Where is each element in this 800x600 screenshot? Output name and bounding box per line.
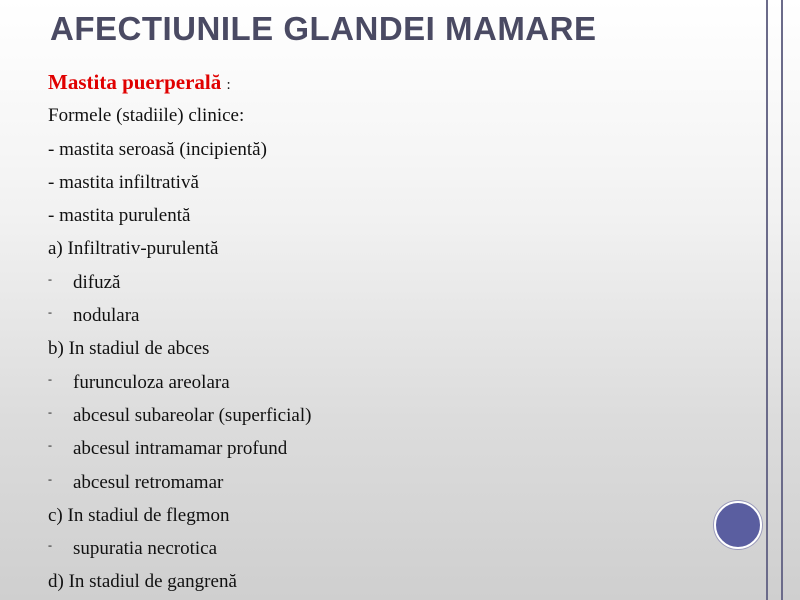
decorative-circle-icon [714,501,762,549]
bullet-marker: - [48,438,52,453]
list-item [48,133,748,166]
list-item-text: Formele (stadiile) clinice: [48,105,245,127]
bullet-item [48,299,748,332]
bullet-marker: - [48,538,52,553]
bullet-item [48,466,748,499]
bullet-item [48,399,748,432]
list-item [48,332,748,365]
right-border-line [766,0,768,600]
bullet-marker: - [48,404,52,419]
list-item-text: - mastita infiltrativă [48,171,199,193]
bullet-marker: - [48,471,52,486]
subtitle-line [48,66,748,99]
list-item-text: - mastita purulentă [48,205,191,227]
bullet-item [48,266,748,299]
bullet-item-text: abcesul intramamar profund [73,438,288,460]
list-item-text: - mastita seroasă (incipientă) [48,138,267,160]
list-item [48,99,748,132]
subtitle: Mastita puerperală [48,70,222,94]
bullet-item-text: difuză [73,271,121,293]
bullet-item [48,532,748,565]
list-item [48,232,748,265]
list-item [48,499,748,532]
bullet-marker: - [48,271,52,286]
list-item-text: d) In stadiul de gangrenă [48,571,237,593]
bullet-item-text: supuratia necrotica [73,538,218,560]
list-item [48,199,748,232]
list-item-text: a) Infiltrativ-purulentă [48,238,219,260]
list-item-text: b) In stadiul de abces [48,338,210,360]
bullet-item-text: abcesul subareolar (superficial) [73,404,312,426]
subtitle-colon: : [226,77,231,93]
bullet-item-text: nodulara [73,305,140,327]
slide-title: AFECTIUNILE GLANDEI MAMARE [50,10,597,47]
bullet-item [48,366,748,399]
list-item-text: c) In stadiul de flegmon [48,504,230,526]
list-item [48,166,748,199]
bullet-marker: - [48,371,52,386]
bullet-marker: - [48,305,52,320]
bullet-item-text: abcesul retromamar [73,471,224,493]
slide-content [48,66,748,599]
list-item [48,565,748,598]
bullet-item [48,432,748,465]
right-border-line [781,0,783,600]
bullet-item-text: furunculoza areolara [73,371,230,393]
